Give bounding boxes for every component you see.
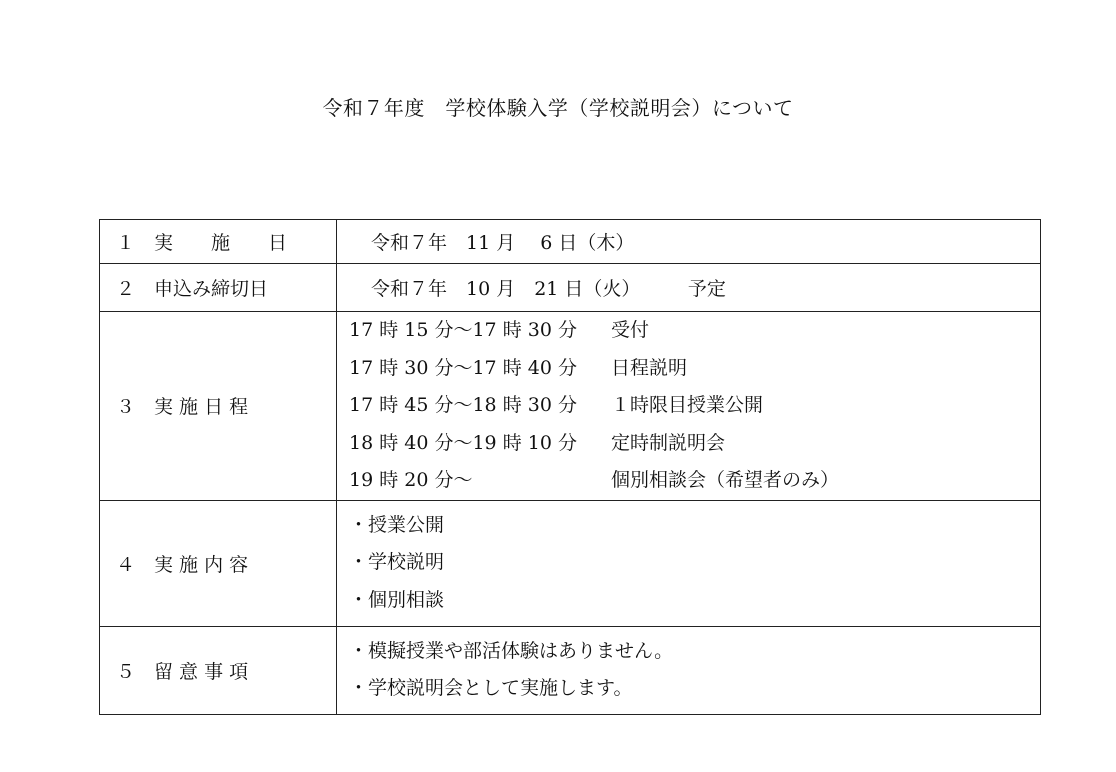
schedule-time: 17 時 15 分～17 時 30 分	[349, 319, 577, 341]
info-table	[99, 219, 1041, 715]
table-row	[100, 312, 1041, 501]
row-label-schedule: ３ 実 施 日 程	[100, 312, 337, 501]
event-date: 令和７年 11 月 6 日（木）	[371, 232, 635, 254]
table-row	[100, 626, 1041, 714]
list-item: ・学校説明	[349, 551, 445, 574]
list-item: ・授業公開	[349, 513, 445, 536]
row-value-schedule	[337, 312, 1041, 501]
schedule-item	[349, 462, 1040, 500]
schedule-item	[349, 350, 1040, 388]
schedule-activity: 受付	[611, 319, 650, 341]
row-value-deadline	[337, 264, 1041, 312]
table-row	[100, 264, 1041, 312]
page-title: 令和７年度 学校体験入学（学校説明会）について	[322, 96, 794, 120]
row-value-date	[337, 220, 1041, 264]
row-value-notes	[337, 626, 1041, 714]
schedule-item	[349, 312, 1040, 350]
schedule-activity: １時限目授業公開	[611, 394, 764, 416]
schedule-time: 19 時 20 分～	[349, 469, 473, 491]
schedule-activity: 定時制説明会	[611, 431, 726, 454]
table-row	[100, 500, 1041, 626]
list-item: ・模擬授業や部活体験はありません。	[349, 639, 674, 662]
list-item: ・学校説明会として実施します。	[349, 677, 633, 699]
row-value-content	[337, 500, 1041, 626]
list-item: ・個別相談	[349, 588, 445, 611]
schedule-activity: 日程説明	[611, 356, 688, 379]
schedule-activity: 個別相談会（希望者のみ）	[611, 469, 840, 491]
schedule-time: 17 時 30 分～17 時 40 分	[349, 356, 577, 379]
row-label-notes: ５ 留 意 事 項	[100, 626, 337, 714]
schedule-item	[349, 425, 1040, 463]
row-label-deadline: ２ 申込み締切日	[100, 264, 337, 312]
deadline-date: 令和７年 10 月 21 日（火） 予定	[371, 278, 726, 300]
schedule-time: 17 時 45 分～18 時 30 分	[349, 394, 577, 416]
schedule-item	[349, 387, 1040, 425]
row-label-content: ４ 実 施 内 容	[100, 500, 337, 626]
schedule-time: 18 時 40 分～19 時 10 分	[349, 431, 577, 454]
row-label-date: １ 実 施 日	[100, 220, 337, 264]
table-row	[100, 220, 1041, 264]
